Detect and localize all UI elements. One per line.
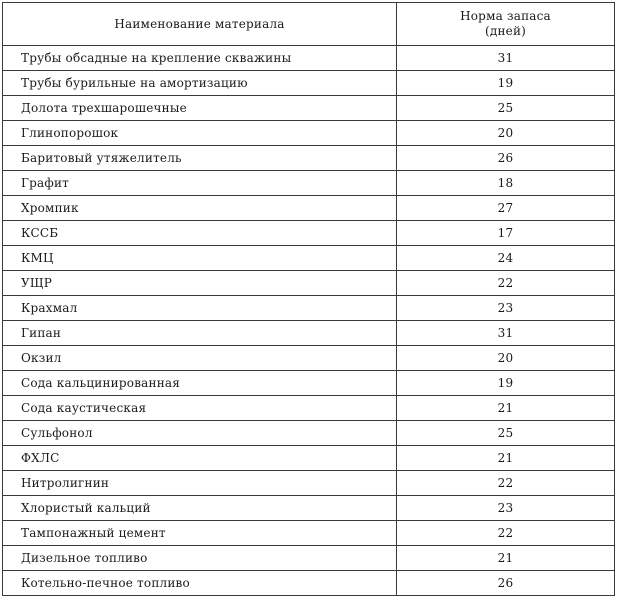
table-row	[3, 71, 615, 96]
material-name-cell: Трубы обсадные на крепление скважины	[3, 46, 397, 71]
material-name-cell: Баритовый утяжелитель	[3, 146, 397, 171]
header-row	[3, 3, 615, 46]
table-row	[3, 96, 615, 121]
table-row	[3, 246, 615, 271]
material-name-cell: Котельно-печное топливо	[3, 571, 397, 596]
stock-days-cell: 20	[397, 121, 615, 146]
material-name-cell: Трубы бурильные на амортизацию	[3, 71, 397, 96]
stock-days-cell: 22	[397, 471, 615, 496]
table-row	[3, 496, 615, 521]
stock-days-cell: 21	[397, 546, 615, 571]
material-name-cell: Хлористый кальций	[3, 496, 397, 521]
table-row	[3, 371, 615, 396]
table-row	[3, 121, 615, 146]
header-stock-norm-line2: (дней)	[484, 24, 527, 38]
stock-days-cell: 23	[397, 496, 615, 521]
stock-days-cell: 22	[397, 271, 615, 296]
header-stock-norm	[397, 3, 615, 46]
material-name-cell: Сода каустическая	[3, 396, 397, 421]
stock-days-cell: 25	[397, 421, 615, 446]
material-name-cell: Сульфонол	[3, 421, 397, 446]
table-header	[3, 3, 615, 46]
stock-days-cell: 25	[397, 96, 615, 121]
stock-days-cell: 24	[397, 246, 615, 271]
table-row	[3, 296, 615, 321]
stock-days-cell: 23	[397, 296, 615, 321]
table-row	[3, 146, 615, 171]
table-row	[3, 471, 615, 496]
table-row	[3, 546, 615, 571]
material-name-cell: Окзил	[3, 346, 397, 371]
table-row	[3, 196, 615, 221]
stock-days-cell: 18	[397, 171, 615, 196]
table-row	[3, 171, 615, 196]
stock-days-cell: 21	[397, 396, 615, 421]
stock-days-cell: 26	[397, 571, 615, 596]
table-row	[3, 421, 615, 446]
table-row	[3, 321, 615, 346]
stock-days-cell: 22	[397, 521, 615, 546]
header-material-name: Наименование материала	[3, 3, 397, 46]
table-row	[3, 346, 615, 371]
material-name-cell: Крахмал	[3, 296, 397, 321]
table-row	[3, 571, 615, 596]
stock-days-cell: 31	[397, 46, 615, 71]
stock-days-cell: 31	[397, 321, 615, 346]
table-row	[3, 446, 615, 471]
material-name-cell: Глинопорошок	[3, 121, 397, 146]
table-row	[3, 221, 615, 246]
material-name-cell: Тампонажный цемент	[3, 521, 397, 546]
material-name-cell: Графит	[3, 171, 397, 196]
table-body	[3, 46, 615, 596]
material-name-cell: КМЦ	[3, 246, 397, 271]
material-name-cell: Дизельное топливо	[3, 546, 397, 571]
material-name-cell: УЩР	[3, 271, 397, 296]
material-name-cell: Хромпик	[3, 196, 397, 221]
table-row	[3, 46, 615, 71]
stock-days-cell: 26	[397, 146, 615, 171]
material-name-cell: КССБ	[3, 221, 397, 246]
table-row	[3, 271, 615, 296]
material-name-cell: Нитролигнин	[3, 471, 397, 496]
stock-days-cell: 21	[397, 446, 615, 471]
table-row	[3, 521, 615, 546]
material-name-cell: ФХЛС	[3, 446, 397, 471]
stock-days-cell: 19	[397, 71, 615, 96]
stock-days-cell: 27	[397, 196, 615, 221]
material-name-cell: Гипан	[3, 321, 397, 346]
material-name-cell: Сода кальцинированная	[3, 371, 397, 396]
table-row	[3, 396, 615, 421]
stock-days-cell: 17	[397, 221, 615, 246]
header-stock-norm-line1: Норма запаса	[460, 9, 551, 23]
stock-days-cell: 20	[397, 346, 615, 371]
material-stock-table-container	[2, 2, 614, 596]
material-stock-table	[2, 2, 615, 596]
stock-days-cell: 19	[397, 371, 615, 396]
material-name-cell: Долота трехшарошечные	[3, 96, 397, 121]
